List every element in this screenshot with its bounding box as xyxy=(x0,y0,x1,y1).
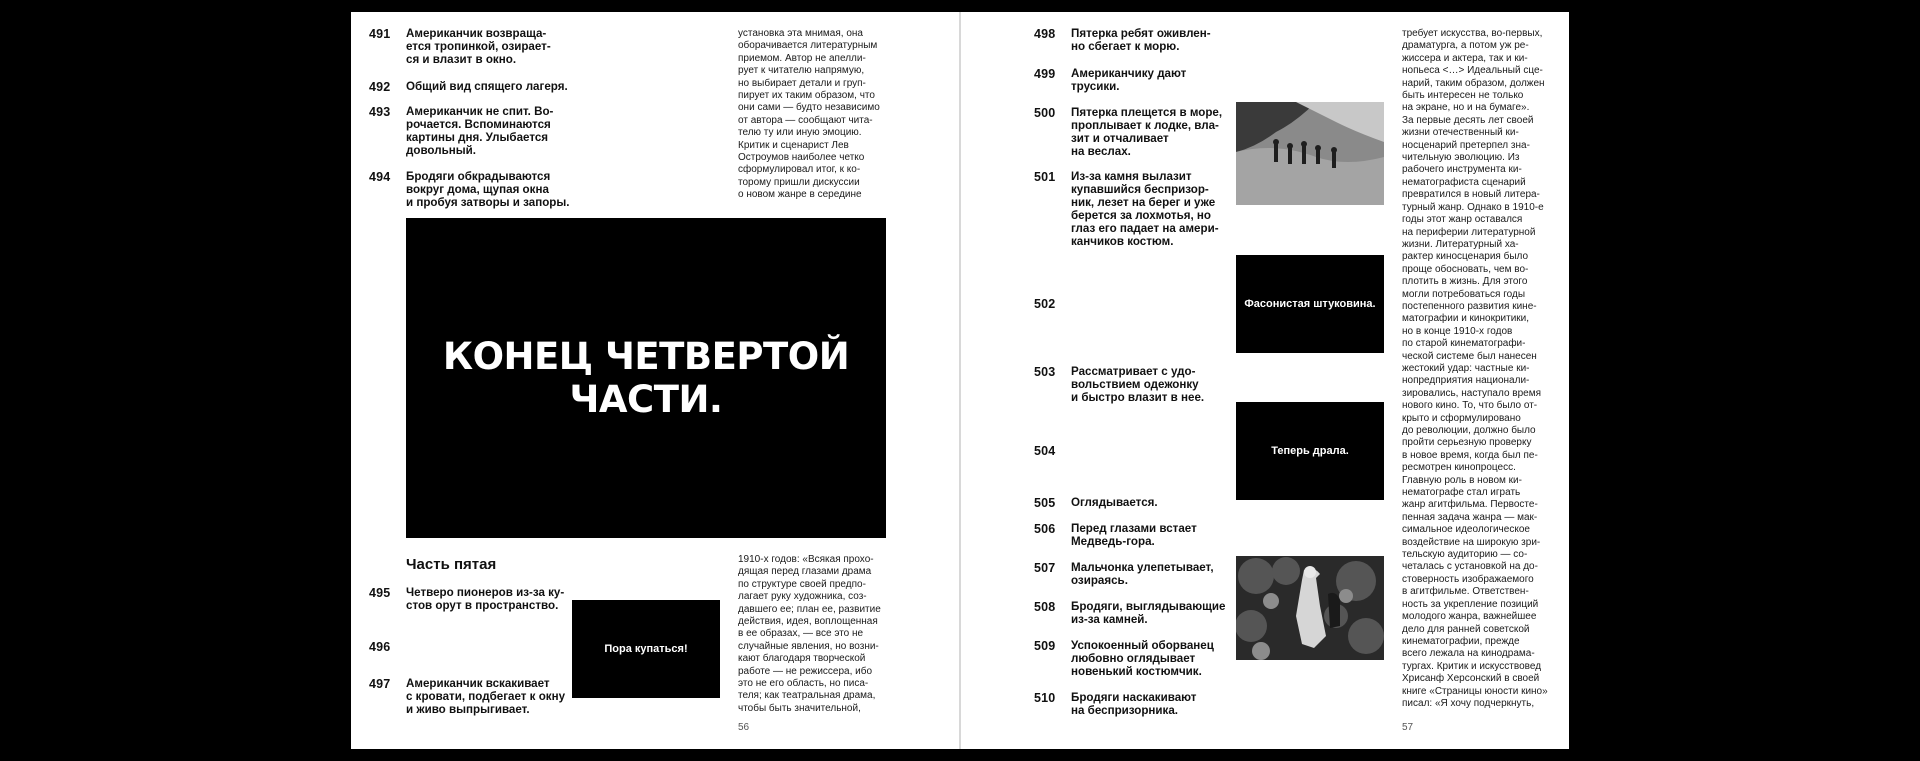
left-page xyxy=(351,12,959,749)
film-still-bushes-photo xyxy=(1236,556,1384,660)
shot-number: 500 xyxy=(1034,106,1056,120)
shot-description: Общий вид спящего лагеря. xyxy=(406,80,568,93)
shot-number: 504 xyxy=(1034,444,1056,458)
shot-description: Рассматривает с удо- вольствием одежонку и быстро влазит в нее. xyxy=(1071,365,1205,404)
film-still-bushes-image xyxy=(1236,556,1384,660)
essay-column-top: установка эта мнимая, она оборачивается литературным приемом. Автор не апелли- рует к читателю напрямую, но выбирает детали и груп- пирует их таким образом, что они сами — будто независимо от автора — сообщают чита- телю ту или иную эмоцию. Критик и сценарист Лев Остроумов наиболее четко сформулировал итог, к ко- торому пришли дискуссии о новом жанре в середине xyxy=(738,28,880,201)
shot-number: 501 xyxy=(1034,170,1056,184)
shot-description: Перед глазами встает Медведь-гора. xyxy=(1071,522,1197,548)
shot-description: Бродяги обкрадываются вокруг дома, щупая окна и пробуя затворы и запоры. xyxy=(406,170,570,209)
shot-description: Бродяги наскакивают на беспризорника. xyxy=(1071,691,1197,717)
intertitle-card-now-run xyxy=(1236,402,1384,500)
shot-description: Американчику дают трусики. xyxy=(1071,67,1187,93)
shot-description: Оглядывается. xyxy=(1071,496,1158,509)
essay-column-bottom: 1910-х годов: «Всякая прохо- дящая перед глазами драма по структуре своей предпо- лагает руку художника, соз- давшего ее; план ее, развитие действия, идея, воплощенная в ее образах, — все это не случайные явления, но возни- кают благодаря творческой работе — не режиссера, ибо это не его область, но писа- теля; как театральная драма, чтобы быть значительной, xyxy=(738,554,881,714)
intertitle-text: Фасонистая штуковина. xyxy=(1244,298,1376,310)
shot-description: Американчик вскакивает с кровати, подбегает к окну и живо выпрыгивает. xyxy=(406,677,566,716)
shot-description: Бродяги, выглядывающие из-за камней. xyxy=(1071,600,1226,626)
film-still-beach-image xyxy=(1236,102,1384,205)
shot-number: 498 xyxy=(1034,27,1056,41)
shot-number: 496 xyxy=(369,640,391,654)
right-page xyxy=(961,12,1569,749)
intertitle-text: Пора купаться! xyxy=(604,643,688,655)
shot-number: 495 xyxy=(369,586,391,600)
shot-description: Успокоенный оборванец любовно оглядывает новенький костюмчик. xyxy=(1071,639,1214,678)
shot-description: Американчик возвраща- ется тропинкой, озирает- ся и влазит в окно. xyxy=(406,27,551,66)
shot-number: 510 xyxy=(1034,691,1056,705)
essay-column: требует искусства, во-первых, драматурга, а потом уж ре- жиссера и актера, так и ки- нопьеса <…> Идеальный сце- нарий, таким образом, должен быть интересен не только на экране, но и на бумаге». За первые десять лет своей жизни отечественный ки- носценарий претерпел зна- чительную эволюцию. Из рабочего инструмента ки- нематографиста сценарий превратился в новый литера- турный жанр. Однако в 1910-е годы этот жанр оставался на периферии литературной жизни. Литературный ха- рактер киносценария было проще обосновать, чем во- плотить в жизнь. Для этого могли потребоваться годы постепенного развития кине- матографии и кинокритики, но в конце 1910-х годов по старой кинематографи- ческой системе был нанесен жестокий удар: частные ки- нопредприятия национали- зировались, наступало время нового кино. То, что было от- крыто и сформулировано до революции, должно было пройти серьезную проверку в новое время, когда был пе- ресмотрен кинопроцесс. Главную роль в новом ки- нематографе стал играть жанр агитфильма. Первосте- пенная задача жанра — мак- симальное идеологическое воздействие на широкую зри- тельскую аудиторию — со- четалась с установкой на до- стоверность изображаемого в агитфильме. Ответствен- ность за укрепление позиций молодого жанра, важнейшее дело для ранней советской кинематографии, прежде всего лежала на кинодрама- тургах. Критик и искусствовед Хрисанф Херсонский в своей книге «Страницы юности кино» писал: «Я хочу подчеркнуть, xyxy=(1402,28,1548,709)
shot-number: 508 xyxy=(1034,600,1056,614)
page-number: 56 xyxy=(738,722,750,733)
shot-number: 503 xyxy=(1034,365,1056,379)
film-still-beach-photo xyxy=(1236,102,1384,205)
shot-description: Из-за камня вылазит купавшийся беспризор- ник, лезет на берег и уже берется за лохмотья, но глаз его падает на амери- канчиков костюм. xyxy=(1071,170,1219,248)
part-title: Часть пятая xyxy=(406,556,497,573)
intertitle-card-fancy-thing xyxy=(1236,255,1384,353)
shot-number: 509 xyxy=(1034,639,1056,653)
intertitle-card-end-of-part-four xyxy=(406,218,886,538)
shot-number: 506 xyxy=(1034,522,1056,536)
shot-number: 494 xyxy=(369,170,391,184)
shot-number: 505 xyxy=(1034,496,1056,510)
shot-description: Мальчонка улепетывает, озираясь. xyxy=(1071,561,1214,587)
shot-number: 491 xyxy=(369,27,391,41)
shot-number: 502 xyxy=(1034,297,1056,311)
intertitle-card-time-to-swim xyxy=(572,600,720,698)
shot-description: Американчик не спит. Во- рочается. Вспоминаются картины дня. Улыбается довольный. xyxy=(406,105,554,157)
shot-number: 499 xyxy=(1034,67,1056,81)
shot-number: 507 xyxy=(1034,561,1056,575)
intertitle-text: КОНЕЦ ЧЕТВЕРТОЙ ЧАСТИ. xyxy=(442,335,850,421)
shot-description: Четверо пионеров из-за ку- стов орут в пространство. xyxy=(406,586,565,612)
intertitle-text: Теперь драла. xyxy=(1271,445,1349,457)
shot-description: Пятерка плещется в море, проплывает к лодке, вла- зит и отчаливает на веслах. xyxy=(1071,106,1223,158)
shot-number: 493 xyxy=(369,105,391,119)
shot-description: Пятерка ребят оживлен- но сбегает к морю. xyxy=(1071,27,1211,53)
page-number: 57 xyxy=(1402,722,1414,733)
shot-number: 492 xyxy=(369,80,391,94)
shot-number: 497 xyxy=(369,677,391,691)
